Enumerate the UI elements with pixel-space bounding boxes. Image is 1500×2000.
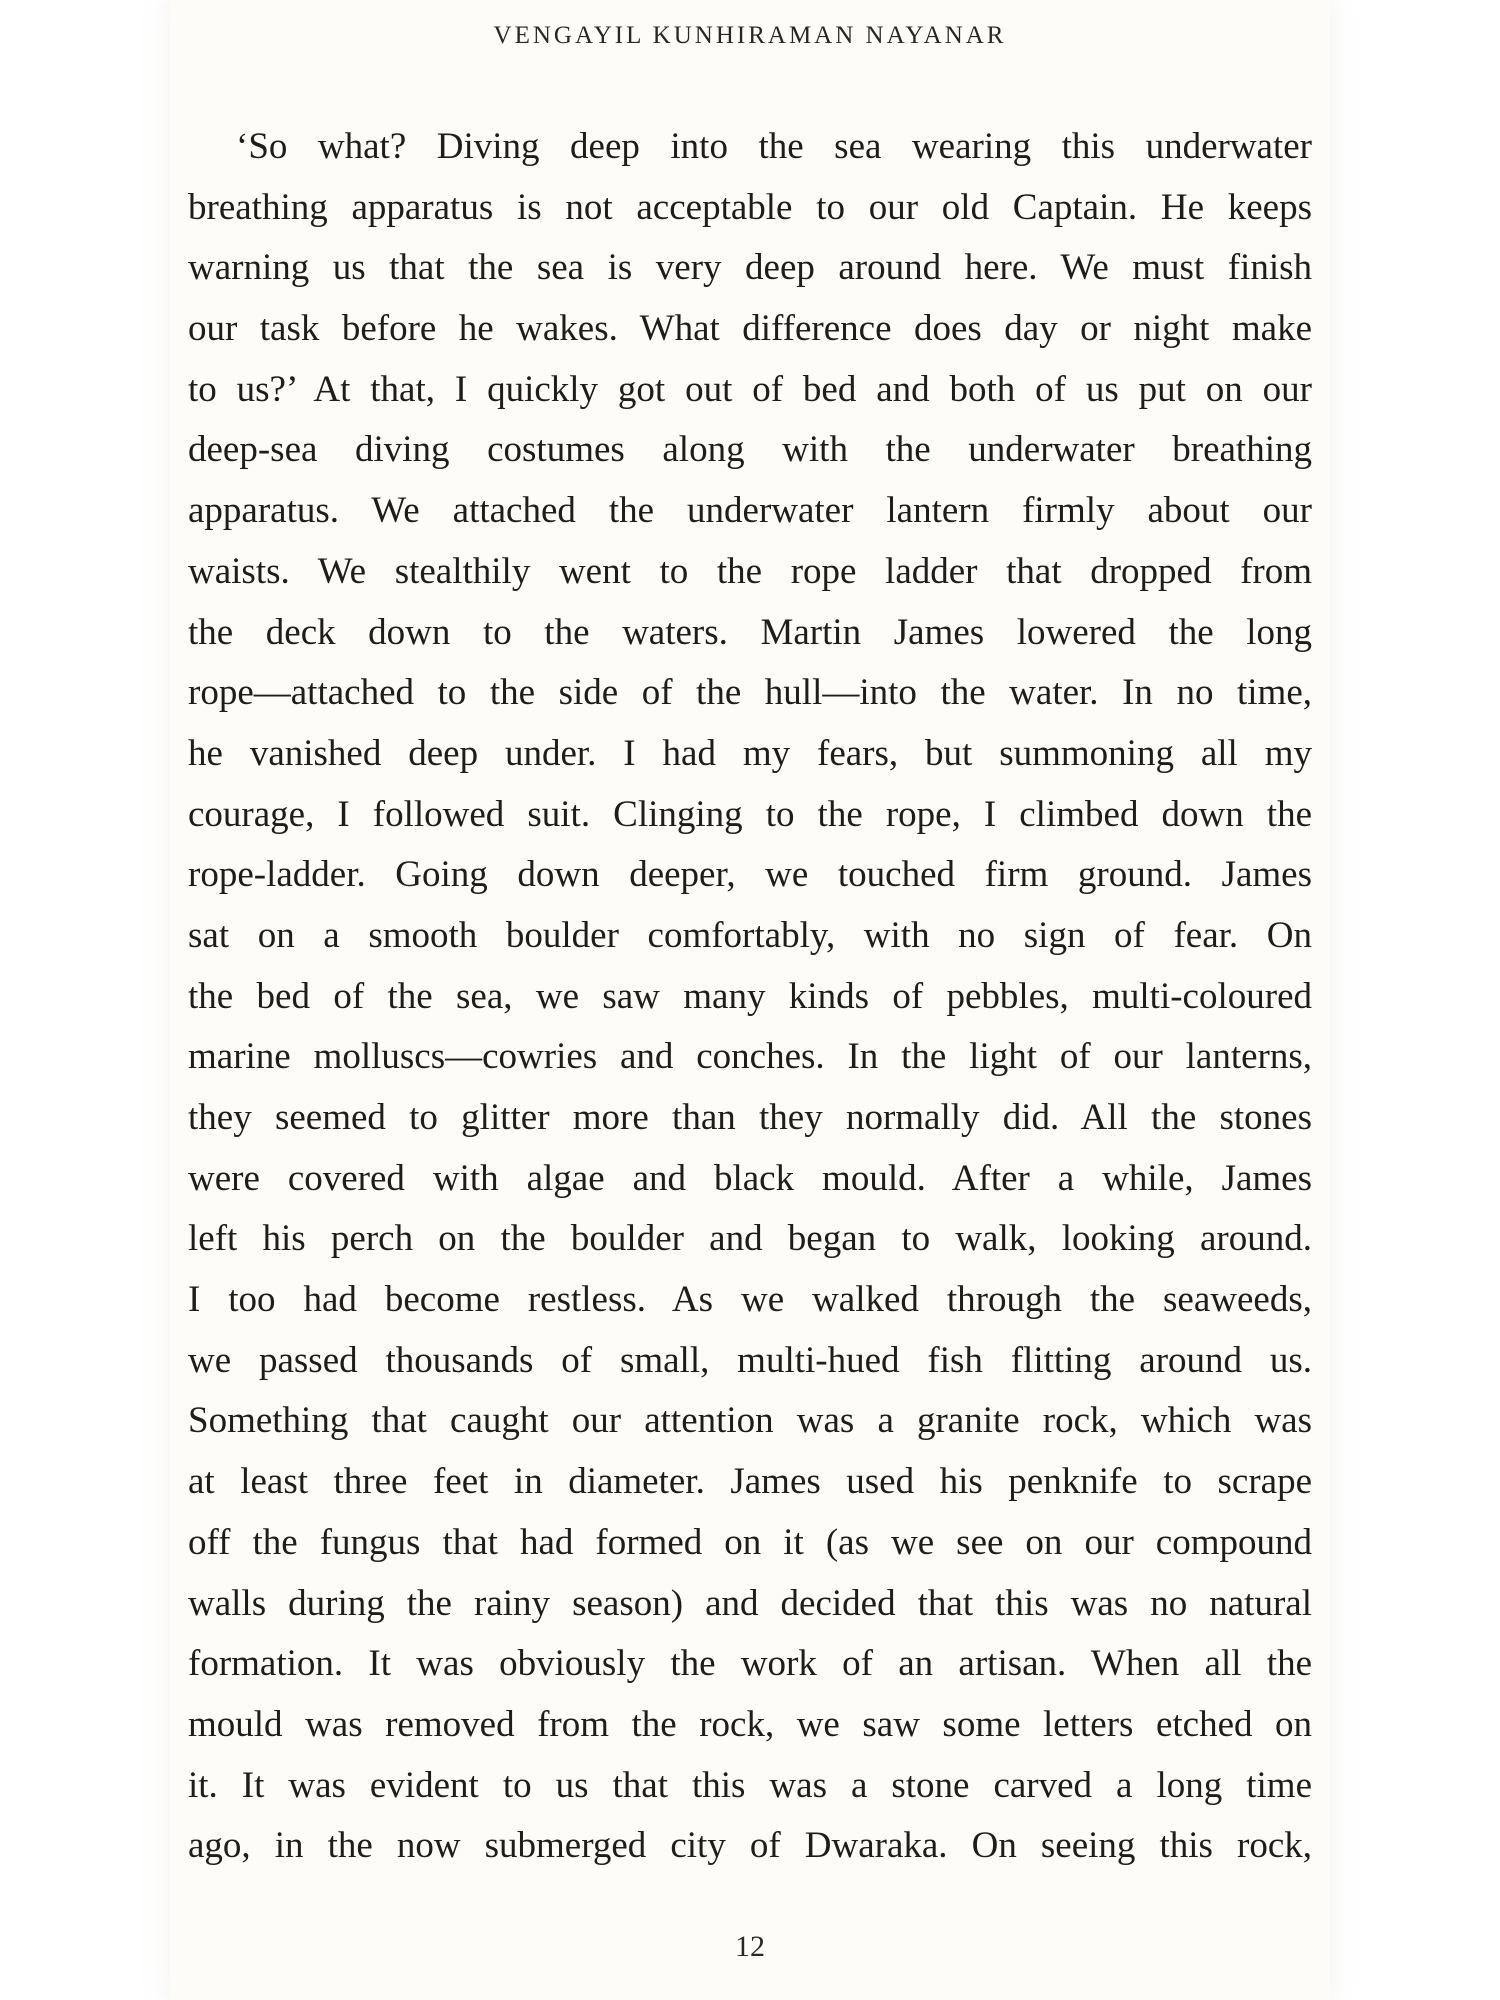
text-line: mould was removed from the rock, we saw some letters etched on bbox=[188, 1703, 1312, 1745]
text-line: ago, in the now submerged city of Dwaraka. On seeing this rock, bbox=[188, 1825, 1312, 1867]
text-line: walls during the rainy season) and decided that this was no natural bbox=[188, 1582, 1312, 1624]
text-line: he vanished deep under. I had my fears, but summoning all my bbox=[188, 732, 1312, 774]
text-line: courage, I followed suit. Clinging to the rope, I climbed down the bbox=[188, 793, 1312, 835]
text-line: deep-sea diving costumes along with the underwater breathing bbox=[188, 429, 1312, 471]
text-line: the bed of the sea, we saw many kinds of pebbles, multi-coloured bbox=[188, 975, 1312, 1017]
text-line: marine molluscs—cowries and conches. In the light of our lanterns, bbox=[188, 1036, 1312, 1078]
text-line: sat on a smooth boulder comfortably, with no sign of fear. On bbox=[188, 914, 1312, 956]
text-line: the deck down to the waters. Martin James lowered the long bbox=[188, 611, 1312, 653]
text-line: breathing apparatus is not acceptable to our old Captain. He keeps bbox=[188, 186, 1312, 228]
text-line: left his perch on the boulder and began to walk, looking around. bbox=[188, 1218, 1312, 1260]
text-line: rope-ladder. Going down deeper, we touched firm ground. James bbox=[188, 854, 1312, 896]
text-line: rope—attached to the side of the hull—into the water. In no time, bbox=[188, 672, 1312, 714]
text-line: our task before he wakes. What difference does day or night make bbox=[188, 308, 1312, 350]
text-line: off the fungus that had formed on it (as we see on our compound bbox=[188, 1521, 1312, 1563]
text-line: they seemed to glitter more than they normally did. All the stones bbox=[188, 1097, 1312, 1138]
text-line: it. It was evident to us that this was a stone carved a long time bbox=[188, 1764, 1312, 1806]
text-line: apparatus. We attached the underwater lantern firmly about our bbox=[188, 490, 1312, 532]
text-line: to us?’ At that, I quickly got out of bed and both of us put on our bbox=[188, 368, 1312, 410]
text-line: formation. It was obviously the work of an artisan. When all the bbox=[188, 1643, 1312, 1685]
running-head: VENGAYIL KUNHIRAMAN NAYANAR bbox=[493, 22, 1007, 49]
text-line: warning us that the sea is very deep around here. We must finish bbox=[188, 247, 1312, 289]
text-line: were covered with algae and black mould. After a while, James bbox=[188, 1157, 1312, 1199]
text-line: at least three feet in diameter. James used his penknife to scrape bbox=[188, 1461, 1312, 1503]
body-paragraph bbox=[188, 117, 1312, 1877]
text-line: waists. We stealthily went to the rope ladder that dropped from bbox=[188, 550, 1312, 592]
page-number: 12 bbox=[735, 1930, 765, 1963]
book-page bbox=[170, 0, 1330, 2000]
text-line: we passed thousands of small, multi-hued fish flitting around us. bbox=[188, 1339, 1312, 1381]
text-line: ‘So what? Diving deep into the sea wearing this underwater bbox=[236, 126, 1312, 167]
text-line: I too had become restless. As we walked through the seaweeds, bbox=[188, 1279, 1312, 1321]
text-line: Something that caught our attention was a granite rock, which was bbox=[188, 1400, 1312, 1442]
